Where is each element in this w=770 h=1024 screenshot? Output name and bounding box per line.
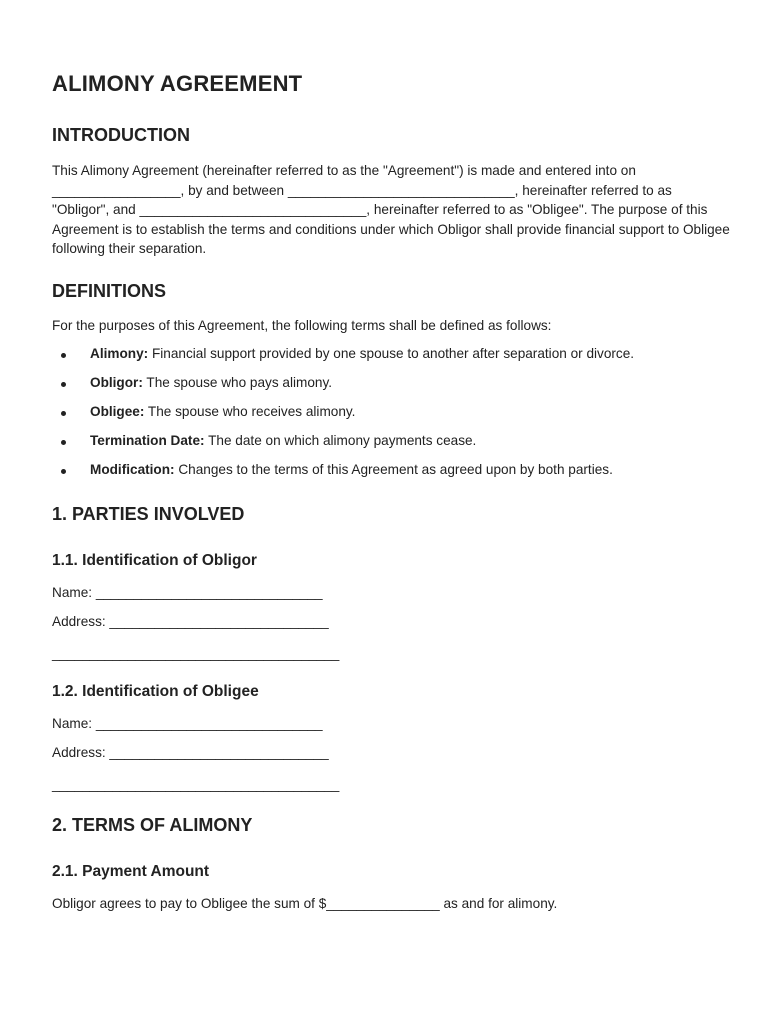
terms-heading: 2. TERMS OF ALIMONY: [52, 815, 253, 835]
bullet-icon: [61, 382, 66, 387]
obligor-address-line-2: ______________________________________: [52, 646, 340, 661]
payment-amount-heading: 2.1. Payment Amount: [52, 863, 210, 880]
list-item: [52, 373, 742, 402]
definition-term: Termination Date:: [90, 433, 205, 448]
definition-term: Obligor:: [90, 375, 143, 390]
definition-text: Changes to the terms of this Agreement as agreed upon by both parties.: [178, 462, 613, 477]
parties-heading: 1. PARTIES INVOLVED: [52, 504, 245, 524]
introduction-paragraph: This Alimony Agreement (hereinafter referred to as the "Agreement") is made and entered into on _________________, by and between ______________________________, hereinafter referred to as "Obligor", and ______________________________, hereinafter referred to as "Obligee". The purpose of this Agreement is to establish the terms and conditions under which Obligor shall provide financial support to Obligee following their separation.: [52, 163, 730, 257]
bullet-icon: [61, 353, 66, 358]
list-item: [52, 460, 742, 489]
definition-term: Alimony:: [90, 346, 149, 361]
definitions-intro: For the purposes of this Agreement, the following terms shall be defined as follows:: [52, 318, 552, 333]
list-item: [52, 344, 742, 373]
payment-amount-text: Obligor agrees to pay to Obligee the sum of $_______________ as and for alimony.: [52, 896, 558, 911]
definition-text: Financial support provided by one spouse to another after separation or divorce.: [151, 346, 635, 361]
list-item: [52, 402, 742, 431]
obligee-heading: 1.2. Identification of Obligee: [52, 683, 259, 700]
definition-text: The date on which alimony payments cease.: [208, 433, 477, 448]
definitions-list: [52, 344, 742, 489]
obligee-name-field: Name: ______________________________: [52, 716, 323, 731]
definition-text: The spouse who pays alimony.: [146, 375, 333, 390]
document-title: ALIMONY AGREEMENT: [52, 71, 303, 96]
list-item: [52, 431, 742, 460]
definition-text: The spouse who receives alimony.: [147, 404, 356, 419]
obligor-address-field: Address: _____________________________: [52, 614, 329, 629]
bullet-icon: [61, 411, 66, 416]
definition-term: Modification:: [90, 462, 175, 477]
bullet-icon: [61, 469, 66, 474]
obligor-name-field: Name: ______________________________: [52, 585, 323, 600]
obligee-address-line-2: ______________________________________: [52, 777, 340, 792]
obligee-address-field: Address: _____________________________: [52, 745, 329, 760]
definitions-heading: DEFINITIONS: [52, 281, 167, 301]
bullet-icon: [61, 440, 66, 445]
introduction-heading: INTRODUCTION: [52, 125, 190, 145]
definition-term: Obligee:: [90, 404, 145, 419]
obligor-heading: 1.1. Identification of Obligor: [52, 552, 257, 569]
